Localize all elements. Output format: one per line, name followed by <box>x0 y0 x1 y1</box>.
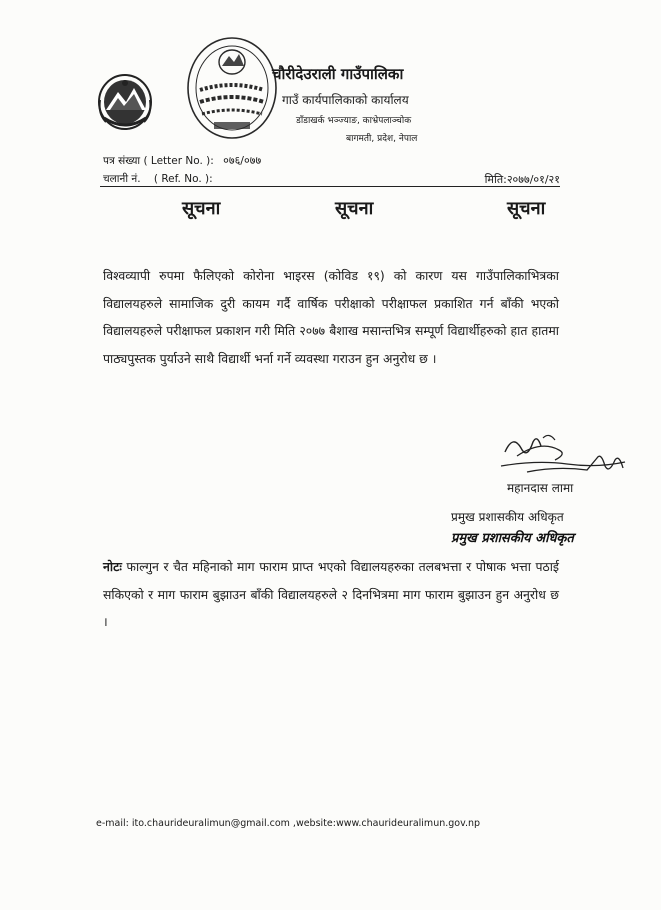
nepal-emblem-icon <box>96 70 154 132</box>
footer-contact: e-mail: ito.chaurideuralimun@gmail.com ,website:www.chaurideuralimun.gov.np <box>96 818 481 829</box>
handwritten-signature-icon <box>497 430 629 482</box>
org-office: गाउँ कार्यपालिकाको कार्यालय <box>282 93 409 107</box>
letter-date: मिति:२०७७/०१/२१ <box>484 173 560 186</box>
header-divider <box>100 186 560 187</box>
office-round-stamp-icon <box>184 28 280 148</box>
note-text: फाल्गुन र चैत महिनाको माग फाराम प्राप्त भएको विद्यालयहरुका तलबभत्ता र पोषाक भत्ता पठाई सकिएको र माग फाराम बुझाउन बाँकी विद्यालयहरुले २ दिनभित्रमा माग फाराम बुझाउन हुन अनुरोध छ । <box>103 559 559 629</box>
letter-number <box>103 153 261 168</box>
reference-number-label-en: ( Ref. No. ): <box>153 173 213 185</box>
signatory-name: महानदास लामा <box>507 481 574 495</box>
org-address-line2: बागमती, प्रदेश, नेपाल <box>346 134 418 144</box>
letter-number-label: पत्र संख्या ( Letter No. ): <box>103 155 214 167</box>
notice-title: सूचना <box>507 198 546 219</box>
notice-body: विश्वव्यापी रुपमा फैलिएको कोरोना भाइरस (कोविड १९) को कारण यस गाउँपालिकाभित्रका विद्यालयहरुले सामाजिक दुरी कायम गर्दै वार्षिक परीक्षाको परीक्षाफल प्रकाशित गर्न बाँकी भएको विद्यालयहरुले परीक्षाफल प्रकाशन गरी मिति २०७७ बैशाख मसान्तभित्र सम्पूर्ण विद्यार्थीहरुको हात हातमा पाठ्यपुस्तक पुर्याउने साथै विद्यार्थी भर्ना गर्ने व्यवस्था गराउन हुन अनुरोध छ । <box>103 268 559 367</box>
letter-number-value: ०७६/०७७ <box>223 154 262 167</box>
org-address-line1: डाँडाखर्क भञ्ज्याङ, काभ्रेपलाञ्चोक <box>296 116 412 126</box>
notice-title: सूचना <box>182 198 221 219</box>
reference-number-label: चलानी नं. <box>103 173 141 185</box>
notice-title: सूचना <box>335 198 374 219</box>
signatory-stamp: प्रमुख प्रशासकीय अधिकृत <box>451 531 574 546</box>
note-paragraph <box>103 553 559 636</box>
org-name: चौरीदेउराली गाउँपालिका <box>272 65 404 83</box>
reference-number <box>103 172 213 186</box>
signatory-title: प्रमुख प्रशासकीय अधिकृत <box>451 510 564 524</box>
note-label: नोटः <box>103 559 122 574</box>
